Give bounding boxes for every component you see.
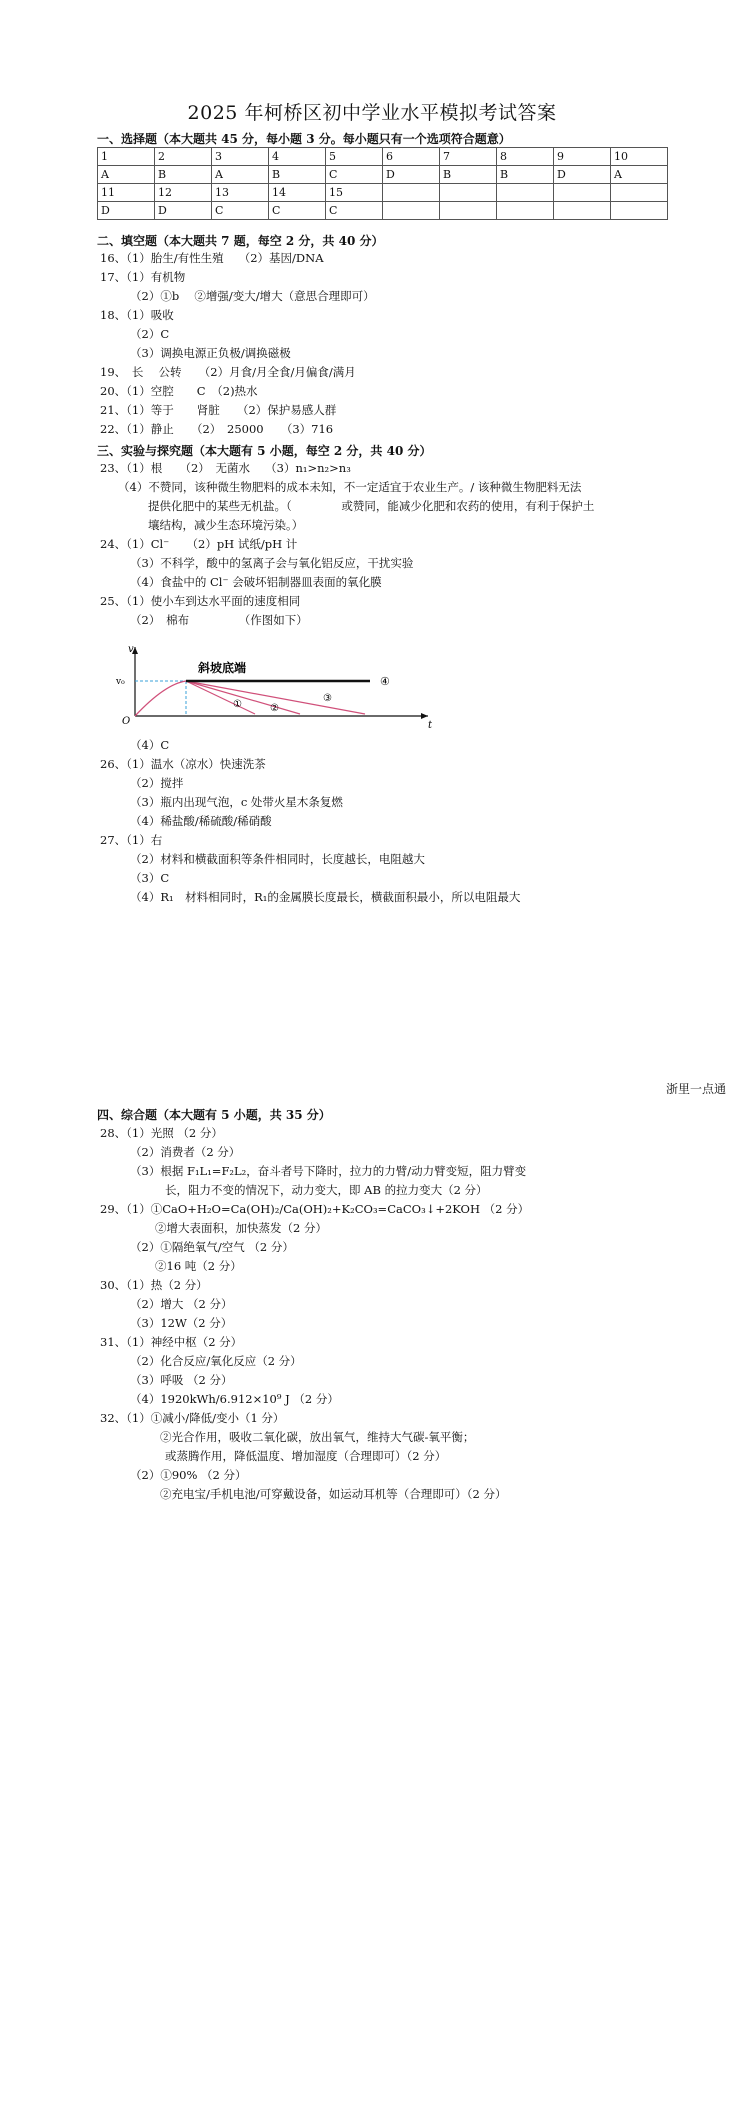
table-cell: 10 bbox=[611, 148, 668, 166]
table-cell: C bbox=[212, 202, 269, 220]
answer-line: （2）材料和横截面积等条件相同时，长度越长，电阻越大 bbox=[130, 852, 425, 866]
table-cell: 3 bbox=[212, 148, 269, 166]
table-cell: C bbox=[269, 202, 326, 220]
table-cell: 12 bbox=[155, 184, 212, 202]
watermark: 浙里一点通 bbox=[666, 1082, 727, 1096]
accelerate-curve bbox=[135, 681, 186, 716]
answer-line: 31、（1）神经中枢（2 分） bbox=[100, 1335, 243, 1349]
table-cell: D bbox=[98, 202, 155, 220]
answer-line: （4）不赞同，该种微生物肥料的成本未知，不一定适宜于农业生产。/ 该种微生物肥料无法 bbox=[118, 480, 582, 494]
curve-label-4: ④ bbox=[380, 675, 390, 688]
table-row bbox=[98, 148, 668, 166]
answer-line: （2）C bbox=[130, 327, 170, 341]
table-cell: A bbox=[611, 166, 668, 184]
section-1-heading: 一、选择题（本大题共 45 分，每小题 3 分。每小题只有一个选项符合题意） bbox=[97, 132, 511, 146]
origin-label: O bbox=[122, 716, 131, 727]
answer-line: ②光合作用，吸收二氧化碳，放出氧气，维持大气碳-氧平衡； bbox=[160, 1430, 475, 1444]
answer-line: （4）1920kWh/6.912×10⁹ J （2 分） bbox=[130, 1392, 339, 1406]
answer-line: 28、（1）光照 （2 分） bbox=[100, 1126, 223, 1140]
table-row bbox=[98, 202, 668, 220]
table-cell bbox=[440, 184, 497, 202]
table-cell: A bbox=[98, 166, 155, 184]
answer-line: （2）增大 （2 分） bbox=[130, 1297, 233, 1311]
answer-line: ②充电宝/手机电池/可穿戴设备，如运动耳机等（合理即可）（2 分） bbox=[160, 1487, 507, 1501]
answer-line: 26、（1）温水（凉水）快速洗茶 bbox=[100, 757, 266, 771]
table-cell bbox=[554, 202, 611, 220]
answer-line: （3）呼吸 （2 分） bbox=[130, 1373, 233, 1387]
table-cell bbox=[497, 184, 554, 202]
table-cell: D bbox=[155, 202, 212, 220]
table-cell: B bbox=[269, 166, 326, 184]
table-cell bbox=[440, 202, 497, 220]
answer-line: （3）根据 F₁L₁=F₂L₂，奋斗者号下降时，拉力的力臂/动力臂变短，阻力臂变 bbox=[130, 1164, 527, 1178]
answer-line: （2）①90% （2 分） bbox=[130, 1468, 247, 1482]
x-axis-arrow bbox=[421, 713, 428, 719]
answer-line: （4）食盐中的 Cl⁻ 会破坏铝制器皿表面的氧化膜 bbox=[130, 575, 382, 589]
section-2-heading: 二、填空题（本大题共 7 题，每空 2 分，共 40 分） bbox=[97, 234, 384, 248]
answer-line: 27、（1）右 bbox=[100, 833, 163, 847]
table-cell: D bbox=[554, 166, 611, 184]
table-cell: 7 bbox=[440, 148, 497, 166]
table-cell bbox=[497, 202, 554, 220]
answer-line: 25、（1）使小车到达水平面的速度相同 bbox=[100, 594, 301, 608]
answer-line: 30、（1）热（2 分） bbox=[100, 1278, 208, 1292]
velocity-time-sketch bbox=[110, 644, 440, 731]
table-cell: 6 bbox=[383, 148, 440, 166]
table-cell: 1 bbox=[98, 148, 155, 166]
answer-line: 16、（1）胎生/有性生殖 （2）基因/DNA bbox=[100, 251, 324, 265]
table-cell: D bbox=[383, 166, 440, 184]
section-4-heading: 四、综合题（本大题有 5 小题，共 35 分） bbox=[97, 1108, 331, 1122]
table-cell: C bbox=[326, 202, 383, 220]
table-cell: 14 bbox=[269, 184, 326, 202]
table-cell: 2 bbox=[155, 148, 212, 166]
answer-line: ②增大表面积，加快蒸发（2 分） bbox=[155, 1221, 327, 1235]
answer-line: （3）调换电源正负极/调换磁极 bbox=[130, 346, 291, 360]
table-cell: 8 bbox=[497, 148, 554, 166]
answer-line: （3）瓶内出现气泡，c 处带火星木条复燃 bbox=[130, 795, 343, 809]
curve-label-2: ② bbox=[270, 703, 279, 714]
table-cell: B bbox=[497, 166, 554, 184]
answer-line: （3）12W（2 分） bbox=[130, 1316, 233, 1330]
answer-line: （4）C bbox=[130, 738, 170, 752]
page-title: 2025 年柯桥区初中学业水平模拟考试答案 bbox=[187, 102, 557, 124]
section-3-heading: 三、实验与探究题（本大题有 5 小题，每空 2 分，共 40 分） bbox=[97, 444, 432, 458]
answer-line: 提供化肥中的某些无机盐。（ 或赞同，能减少化肥和农药的使用，有利于保护土 bbox=[148, 499, 595, 513]
answer-line: （4）稀盐酸/稀硫酸/稀硝酸 bbox=[130, 814, 272, 828]
answer-line: 32、（1）①减小/降低/变小（1 分） bbox=[100, 1411, 285, 1425]
table-cell: B bbox=[440, 166, 497, 184]
answer-line: 23、（1）根 （2） 无菌水 （3）n₁>n₂>n₃ bbox=[100, 461, 351, 475]
table-cell: 4 bbox=[269, 148, 326, 166]
answer-line: （2）①b ②增强/变大/增大（意思合理即可） bbox=[130, 289, 375, 303]
slope-annotation: 斜坡底端 bbox=[198, 661, 247, 675]
table-cell: 9 bbox=[554, 148, 611, 166]
answer-line: 21、（1）等于 肾脏 （2）保护易感人群 bbox=[100, 403, 337, 417]
table-cell: A bbox=[212, 166, 269, 184]
x-axis-label: t bbox=[428, 720, 433, 731]
table-cell bbox=[611, 184, 668, 202]
answer-line: 18、（1）吸收 bbox=[100, 308, 174, 322]
table-cell: C bbox=[326, 166, 383, 184]
answer-line: 或蒸腾作用，降低温度、增加湿度（合理即可）（2 分） bbox=[165, 1449, 447, 1463]
answer-line: （2）搅拌 bbox=[130, 776, 184, 790]
answer-line: 29、（1）①CaO+H₂O=Ca(OH)₂/Ca(OH)₂+K₂CO₃=CaCO₃↓+2KOH （2 分） bbox=[100, 1202, 530, 1216]
answer-line: （2）化合反应/氧化反应（2 分） bbox=[130, 1354, 302, 1368]
table-cell: B bbox=[155, 166, 212, 184]
y-axis-label: v bbox=[128, 644, 134, 655]
table-cell: 13 bbox=[212, 184, 269, 202]
table-row bbox=[98, 166, 668, 184]
answer-line: （2） 棉布 （作图如下） bbox=[130, 613, 308, 627]
answer-line: ②16 吨（2 分） bbox=[155, 1259, 242, 1273]
table-cell bbox=[554, 184, 611, 202]
answer-line: （2）①隔绝氧气/空气 （2 分） bbox=[130, 1240, 294, 1254]
curve-label-3: ③ bbox=[323, 693, 332, 704]
table-cell bbox=[611, 202, 668, 220]
table-cell: 5 bbox=[326, 148, 383, 166]
answer-line: 壤结构，减少生态环境污染。） bbox=[148, 518, 304, 532]
table-cell bbox=[383, 184, 440, 202]
answer-table bbox=[97, 147, 668, 220]
table-cell bbox=[383, 202, 440, 220]
answer-line: （3）C bbox=[130, 871, 170, 885]
answer-line: 17、（1）有机物 bbox=[100, 270, 186, 284]
curve-2 bbox=[186, 681, 300, 714]
answer-line: （3）不科学，酸中的氢离子会与氧化铝反应，干扰实验 bbox=[130, 556, 414, 570]
v0-label: v₀ bbox=[116, 677, 125, 687]
table-cell: 15 bbox=[326, 184, 383, 202]
answer-line: 24、（1）Cl⁻ （2）pH 试纸/pH 计 bbox=[100, 537, 298, 551]
answer-line: 20、（1）空腔 C （2)热水 bbox=[100, 384, 258, 398]
table-row bbox=[98, 184, 668, 202]
answer-line: 长，阻力不变的情况下，动力变大，即 AB 的拉力变大（2 分） bbox=[165, 1183, 488, 1197]
answer-line: 22、（1）静止 （2） 25000 （3）716 bbox=[100, 422, 334, 436]
answer-line: （2）消费者（2 分） bbox=[130, 1145, 241, 1159]
answer-line: 19、 长 公转 （2）月食/月全食/月偏食/满月 bbox=[100, 365, 356, 379]
answer-line: （4）R₁ 材料相同时，R₁的金属膜长度最长，横截面积最小，所以电阻最大 bbox=[130, 890, 521, 904]
table-cell: 11 bbox=[98, 184, 155, 202]
curve-label-1: ① bbox=[233, 699, 242, 710]
